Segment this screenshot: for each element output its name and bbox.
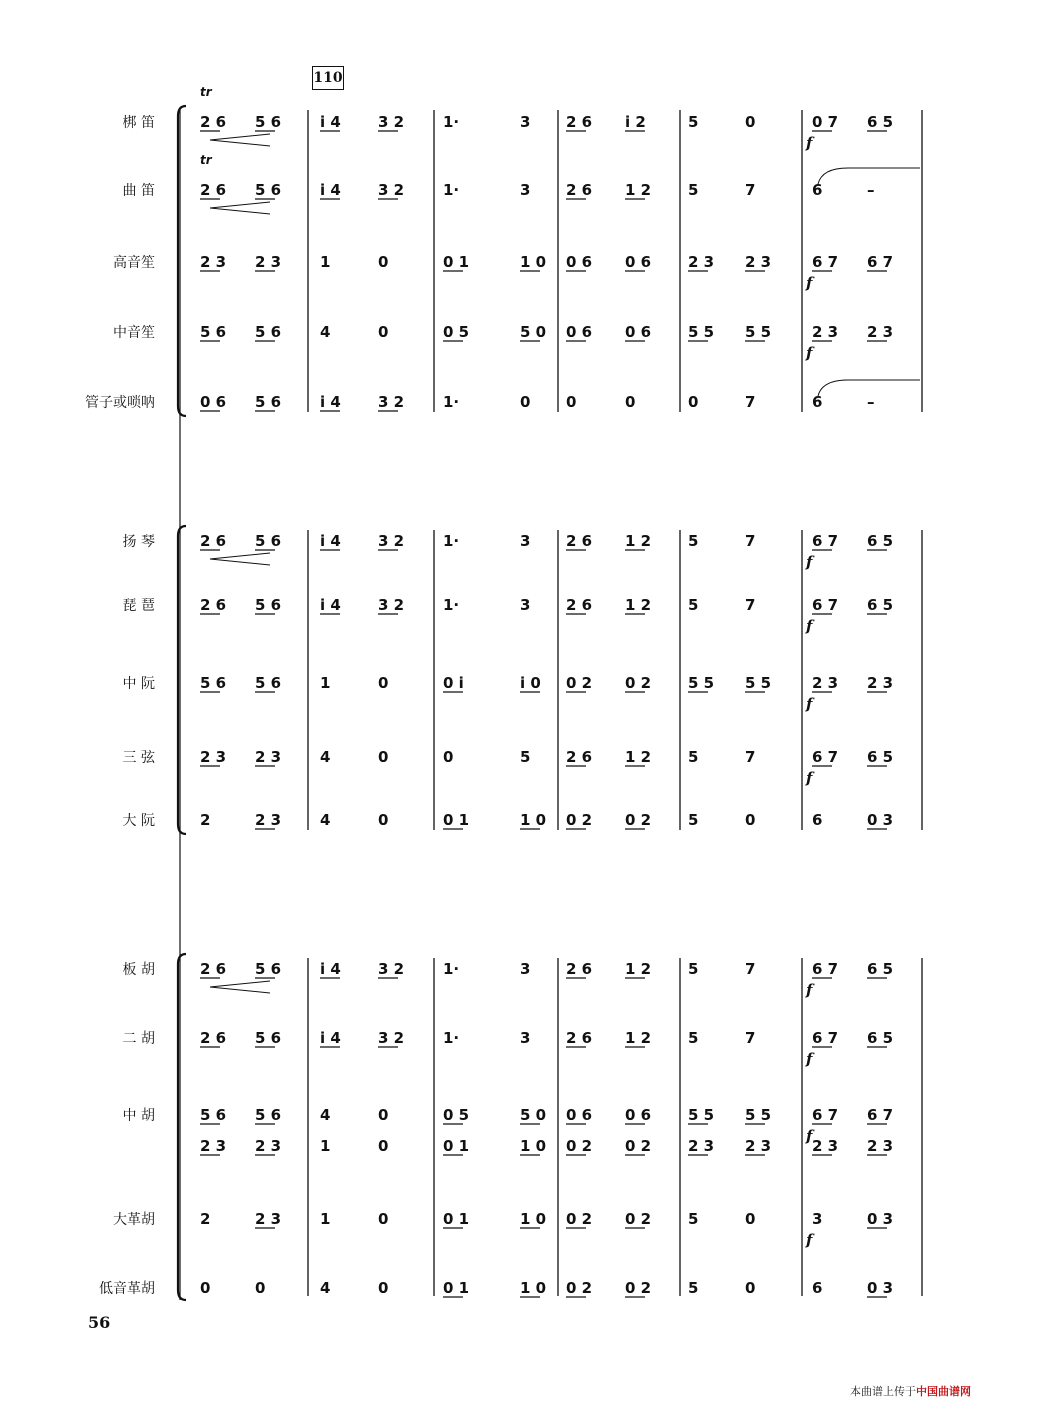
note-beat: 6 [812,393,823,411]
note-beat: 5 [688,960,699,978]
note-beat: 0 6 [625,323,652,341]
note-beat: 3 [520,532,531,550]
note-beat: 5 0 [520,323,547,341]
note-beat: 2 6 [200,960,227,978]
note-beat: 0 [378,323,389,341]
note-beat: 0 2 [625,1137,652,1155]
note-beat: 1 0 [520,253,547,271]
note-beat: 6 5 [867,532,894,550]
note-beat: 7 [745,748,756,766]
note-beat: 2 3 [867,323,894,341]
note-beat: 0 6 [566,1106,593,1124]
group-bracket [178,954,186,1300]
note-beat: 3 [520,1029,531,1047]
note-beat: 7 [745,596,756,614]
group-bracket [178,106,186,416]
note-beat: 5 6 [255,674,282,692]
trill-mark: tr [200,85,212,99]
note-beat: 1 [320,253,331,271]
instrument-label: 三 弦 [122,750,155,766]
note-beat: 3 [520,596,531,614]
note-beat: 2 3 [812,674,839,692]
note-beat: 0 2 [566,1210,593,1228]
note-beat: 0 2 [566,1137,593,1155]
note-beat: 0 6 [625,253,652,271]
instrument-label: 大革胡 [113,1212,155,1228]
note-beat: 6 7 [867,253,894,271]
note-beat: 7 [745,1029,756,1047]
note-beat: 1· [443,960,460,978]
note-beat: 0 [745,113,756,131]
note-beat: 0 2 [566,674,593,692]
instrument-label: 大 阮 [122,813,155,829]
note-beat: 5 5 [745,674,772,692]
note-beat: – [867,181,875,199]
instrument-label: 曲 笛 [122,183,155,199]
note-beat: 6 [812,181,823,199]
note-beat: 0 [378,674,389,692]
note-beat: 2 3 [688,1137,715,1155]
note-beat: 5 6 [255,181,282,199]
note-beat: 2 6 [566,181,593,199]
note-beat: 2 6 [566,113,593,131]
note-beat: 0 [745,811,756,829]
note-beat: i 4 [320,596,341,614]
note-beat: 6 7 [812,1029,839,1047]
note-beat: 0 1 [443,811,470,829]
note-beat: 0 7 [812,113,839,131]
note-beat: 0 [688,393,699,411]
note-beat: 5 [688,748,699,766]
note-beat: 4 [320,1279,331,1297]
dynamic-mark: f [806,981,813,999]
note-beat: 5 5 [745,323,772,341]
instrument-label: 低音革胡 [99,1281,155,1297]
note-beat: 0 [255,1279,266,1297]
note-beat: 6 [812,1279,823,1297]
note-beat: 2 [200,1210,211,1228]
note-beat: 5 [688,181,699,199]
note-beat: 5 6 [255,960,282,978]
note-beat: 5 [688,1279,699,1297]
instrument-label: 中 阮 [122,676,155,692]
note-beat: 4 [320,323,331,341]
trill-mark: tr [200,153,212,167]
note-beat: 5 6 [200,674,227,692]
note-beat: 3 [520,181,531,199]
dynamic-mark: f [806,274,813,292]
note-beat: 0 i [443,674,464,692]
dynamic-mark: f [806,1231,813,1249]
note-beat: 6 5 [867,1029,894,1047]
note-beat: 5 [688,1210,699,1228]
note-beat: 0 3 [867,1210,894,1228]
note-beat: 5 [688,532,699,550]
note-beat: 0 [378,748,389,766]
note-beat: 2 6 [200,113,227,131]
note-beat: 0 [378,1137,389,1155]
note-beat: 2 6 [566,532,593,550]
note-beat: 3 2 [378,181,405,199]
note-beat: 1 0 [520,1210,547,1228]
instrument-label: 管子或唢呐 [85,395,155,411]
note-beat: 6 7 [812,532,839,550]
note-beat: 5 [688,811,699,829]
note-beat: 5 5 [688,323,715,341]
note-beat: 6 7 [812,748,839,766]
note-beat: i 4 [320,1029,341,1047]
note-beat: 0 5 [443,323,470,341]
instrument-label: 二 胡 [122,1031,155,1047]
note-beat: 2 3 [255,748,282,766]
page-number: 56 [88,1313,111,1332]
note-beat: 5 [688,1029,699,1047]
crescendo-hairpin [210,981,270,993]
note-beat: 2 3 [255,811,282,829]
note-beat: 2 3 [200,748,227,766]
note-beat: 7 [745,181,756,199]
note-beat: 2 [200,811,211,829]
note-beat: 0 6 [625,1106,652,1124]
note-beat: 7 [745,393,756,411]
note-beat: 0 2 [566,1279,593,1297]
note-beat: – [867,393,875,411]
note-beat: 1 0 [520,811,547,829]
note-beat: 6 7 [812,253,839,271]
note-beat: 2 6 [200,181,227,199]
note-beat: 4 [320,811,331,829]
note-beat: 1 2 [625,748,652,766]
note-beat: 0 2 [625,674,652,692]
note-beat: 6 [812,811,823,829]
note-beat: 0 [520,393,531,411]
note-beat: 2 3 [200,1137,227,1155]
dynamic-mark: f [806,769,813,787]
note-beat: 2 3 [745,253,772,271]
note-beat: 0 3 [867,811,894,829]
note-beat: 3 [520,113,531,131]
note-beat: 5 5 [745,1106,772,1124]
note-beat: 0 [378,1106,389,1124]
dynamic-mark: f [806,695,813,713]
note-beat: 5 6 [200,1106,227,1124]
note-beat: i 0 [520,674,541,692]
note-beat: 2 6 [200,532,227,550]
note-beat: 6 7 [812,960,839,978]
note-beat: 3 2 [378,532,405,550]
note-beat: 6 5 [867,748,894,766]
note-beat: 1 2 [625,596,652,614]
dynamic-mark: f [806,617,813,635]
note-beat: 2 3 [688,253,715,271]
note-beat: 3 [520,960,531,978]
note-beat: 1· [443,532,460,550]
note-beat: 5 6 [255,1106,282,1124]
note-beat: 3 2 [378,113,405,131]
note-beat: 5 6 [255,596,282,614]
crescendo-hairpin [210,134,270,146]
footer-credit [850,1383,971,1399]
note-beat: 0 2 [625,811,652,829]
note-beat: 3 2 [378,596,405,614]
instrument-label: 板 胡 [122,962,155,978]
note-beat: 0 [566,393,577,411]
note-beat: 2 3 [812,323,839,341]
note-beat: 3 2 [378,1029,405,1047]
note-beat: 0 5 [443,1106,470,1124]
note-beat: 0 [378,811,389,829]
dynamic-mark: f [806,553,813,571]
note-beat: 1 2 [625,1029,652,1047]
note-beat: 1· [443,596,460,614]
note-beat: i 4 [320,960,341,978]
note-beat: 5 [688,113,699,131]
note-beat: 0 1 [443,1137,470,1155]
note-beat: 0 6 [566,253,593,271]
note-beat: 6 7 [812,1106,839,1124]
footer-site: 中国曲谱网 [916,1385,971,1398]
note-beat: 1· [443,181,460,199]
note-beat: 2 3 [255,253,282,271]
note-beat: 6 7 [812,596,839,614]
note-beat: 1 [320,674,331,692]
note-beat: 1 2 [625,181,652,199]
note-beat: 0 6 [566,323,593,341]
note-beat: 0 [378,1210,389,1228]
note-beat: 6 5 [867,960,894,978]
note-beat: i 4 [320,393,341,411]
instrument-label: 扬 琴 [122,534,155,550]
note-beat: 5 5 [688,674,715,692]
note-beat: 0 [443,748,454,766]
note-beat: 2 6 [566,1029,593,1047]
note-beat: 5 [688,596,699,614]
note-beat: 2 3 [812,1137,839,1155]
note-beat: 5 6 [255,532,282,550]
instrument-label: 高音笙 [113,255,155,271]
dynamic-mark: f [806,1127,813,1145]
note-beat: 0 3 [867,1279,894,1297]
note-beat: 2 6 [566,748,593,766]
rehearsal-mark: 110 [312,66,344,90]
note-beat: 5 6 [255,1029,282,1047]
note-beat: i 4 [320,532,341,550]
note-beat: 2 3 [745,1137,772,1155]
note-beat: 1· [443,1029,460,1047]
instrument-label: 中音笙 [113,325,155,341]
note-beat: 1· [443,393,460,411]
note-beat: 5 0 [520,1106,547,1124]
note-beat: 7 [745,532,756,550]
note-beat: 5 [520,748,531,766]
note-beat: 0 1 [443,1279,470,1297]
note-beat: i 4 [320,181,341,199]
note-beat: 5 6 [255,113,282,131]
note-beat: 5 5 [688,1106,715,1124]
note-beat: 3 [812,1210,823,1228]
note-beat: 3 2 [378,393,405,411]
note-beat: 1 [320,1210,331,1228]
note-beat: 5 6 [255,393,282,411]
note-beat: 2 3 [867,1137,894,1155]
note-beat: 5 6 [255,323,282,341]
footer-prefix: 本曲谱上传于 [850,1385,916,1398]
note-beat: 0 [745,1279,756,1297]
crescendo-hairpin [210,553,270,565]
note-beat: 2 6 [200,596,227,614]
note-beat: 1 2 [625,960,652,978]
note-beat: 2 6 [566,960,593,978]
note-beat: 2 6 [566,596,593,614]
dynamic-mark: f [806,344,813,362]
note-beat: 6 5 [867,113,894,131]
dynamic-mark: f [806,1050,813,1068]
instrument-label: 梆 笛 [122,115,155,131]
instrument-label: 中 胡 [122,1108,155,1124]
note-beat: i 2 [625,113,646,131]
note-beat: 2 3 [255,1210,282,1228]
note-beat: 0 [378,1279,389,1297]
note-beat: 0 [200,1279,211,1297]
note-beat: 0 2 [566,811,593,829]
note-beat: 1 [320,1137,331,1155]
note-beat: 0 2 [625,1279,652,1297]
note-beat: 2 6 [200,1029,227,1047]
note-beat: 3 2 [378,960,405,978]
crescendo-hairpin [210,202,270,214]
note-beat: 2 3 [867,674,894,692]
group-bracket [178,526,186,834]
note-beat: 5 6 [200,323,227,341]
instrument-label: 琵 琶 [122,598,155,614]
note-beat: 0 6 [200,393,227,411]
note-beat: 6 7 [867,1106,894,1124]
note-beat: 0 [745,1210,756,1228]
note-beat: i 4 [320,113,341,131]
note-beat: 2 3 [200,253,227,271]
note-beat: 2 3 [255,1137,282,1155]
note-beat: 1 0 [520,1137,547,1155]
note-beat: 4 [320,748,331,766]
note-beat: 1 0 [520,1279,547,1297]
note-beat: 0 2 [625,1210,652,1228]
note-beat: 1· [443,113,460,131]
note-beat: 1 2 [625,532,652,550]
note-beat: 4 [320,1106,331,1124]
dynamic-mark: f [806,134,813,152]
note-beat: 0 1 [443,1210,470,1228]
note-beat: 7 [745,960,756,978]
note-beat: 0 1 [443,253,470,271]
note-beat: 0 [625,393,636,411]
note-beat: 6 5 [867,596,894,614]
note-beat: 0 [378,253,389,271]
